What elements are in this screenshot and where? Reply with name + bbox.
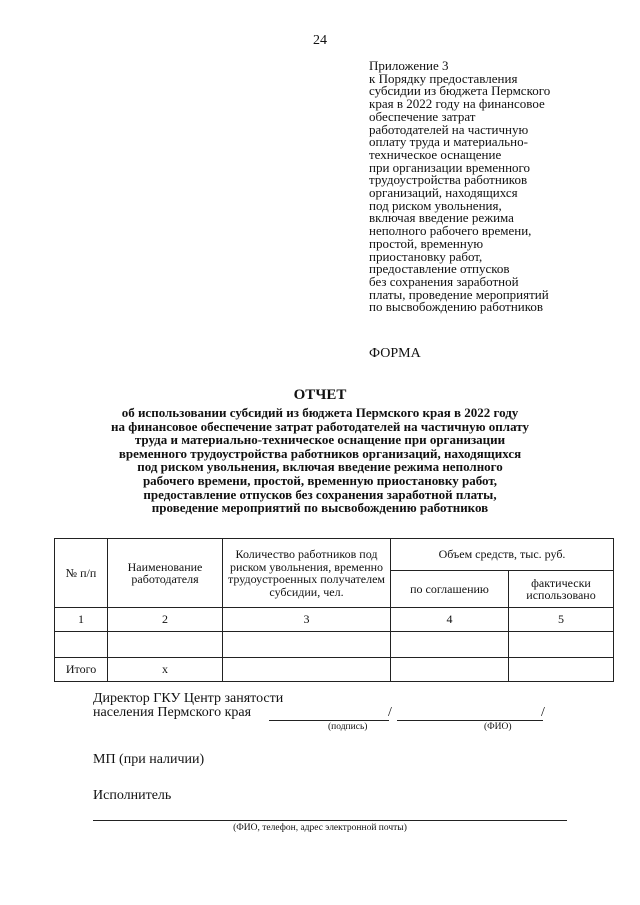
subtitle-line: труда и материально-техническое оснащение при организации xyxy=(134,432,506,448)
signature-line-2: населения Пермского края xyxy=(93,705,252,720)
table-cell: 4 xyxy=(391,608,509,632)
table-cell: 1 xyxy=(55,608,108,632)
page-number: 24 xyxy=(313,33,327,48)
executor-caption: (ФИО, телефон, адрес электронной почты) xyxy=(233,823,407,833)
table-cell: 2 xyxy=(108,608,223,632)
header-by-agreement: по соглашению xyxy=(391,571,509,608)
table-cell xyxy=(223,632,391,658)
subtitle-line: временного трудоустройства работников организаций, находящихся xyxy=(118,445,522,461)
column-number-row xyxy=(55,608,614,632)
appendix-line: под риском увольнения, xyxy=(369,197,502,213)
table-cell: 5 xyxy=(509,608,614,632)
header-funds: Объем средств, тыс. руб. xyxy=(391,539,614,571)
table-cell xyxy=(108,632,223,658)
table-cell xyxy=(55,632,108,658)
table-cell xyxy=(391,658,509,682)
appendix-line: приостановку работ, xyxy=(369,248,483,264)
header-workers: Количество работников под риском увольнения, временно трудоустроенных получателем субсидии, чел. xyxy=(223,539,391,608)
header-employer: Наименование работодателя xyxy=(108,539,223,608)
appendix-line: края в 2022 году на финансовое xyxy=(369,96,545,112)
signature-title xyxy=(93,692,283,720)
header-actually-used: фактически использовано xyxy=(509,571,614,608)
total-row xyxy=(55,658,614,682)
report-subtitle xyxy=(70,406,570,515)
table-cell: Итого xyxy=(55,658,108,682)
appendix-line: платы, проведение мероприятий xyxy=(369,286,549,302)
appendix-line: без сохранения заработной xyxy=(369,273,519,289)
table-cell xyxy=(391,632,509,658)
appendix-line: включая введение режима xyxy=(369,210,514,226)
executor-label: Исполнитель xyxy=(93,788,172,803)
subtitle-line: предоставление отпусков без сохранения заработной платы, xyxy=(143,486,497,502)
report-title: ОТЧЕТ xyxy=(293,387,347,403)
appendix-line: оплату труда и материально- xyxy=(369,134,528,150)
signature-blank xyxy=(269,720,389,721)
name-caption: (ФИО) xyxy=(484,722,512,732)
executor-blank xyxy=(93,820,567,821)
subtitle-line: под риском увольнения, включая введение режима неполного xyxy=(137,459,503,475)
header-num: № п/п xyxy=(55,539,108,608)
report-table xyxy=(54,538,614,682)
signature-slash-end: / xyxy=(541,705,545,720)
subtitle-line: проведение мероприятий по высвобождению работников xyxy=(151,500,489,516)
appendix-line: организаций, находящихся xyxy=(369,185,518,201)
table-row xyxy=(55,632,614,658)
appendix-line: при организации временного xyxy=(369,159,531,175)
signature-slash: / xyxy=(388,705,392,720)
signature-line-1: Директор ГКУ Центр занятости xyxy=(93,691,284,706)
appendix-line: неполного рабочего времени, xyxy=(369,223,532,239)
table-cell xyxy=(223,658,391,682)
appendix-line: предоставление отпусков xyxy=(369,261,510,277)
table-cell: x xyxy=(108,658,223,682)
subtitle-line: об использовании субсидий из бюджета Пермского края в 2022 году xyxy=(121,405,519,420)
appendix-line: Приложение 3 xyxy=(369,58,449,73)
table-cell xyxy=(509,658,614,682)
appendix-line: к Порядку предоставления xyxy=(369,70,518,86)
name-blank xyxy=(397,720,543,721)
stamp-label: МП (при наличии) xyxy=(93,752,205,767)
appendix-line: обеспечение затрат xyxy=(369,108,476,124)
appendix-line: трудоустройства работников xyxy=(369,172,528,188)
appendix-line: простой, временную xyxy=(369,235,484,251)
subtitle-line: рабочего времени, простой, временную приостановку работ, xyxy=(142,472,498,488)
table-cell xyxy=(509,632,614,658)
form-label: ФОРМА xyxy=(369,346,421,361)
appendix-line: субсидии из бюджета Пермского xyxy=(369,83,551,99)
appendix-line: по высвобождению работников xyxy=(369,299,544,315)
table-cell: 3 xyxy=(223,608,391,632)
appendix-line: работодателей на частичную xyxy=(369,121,529,137)
sign-caption: (подпись) xyxy=(328,722,368,732)
appendix-line: техническое оснащение xyxy=(369,146,502,162)
appendix-block xyxy=(369,60,609,314)
subtitle-line: на финансовое обеспечение затрат работодателей на частичную оплату xyxy=(111,418,529,434)
